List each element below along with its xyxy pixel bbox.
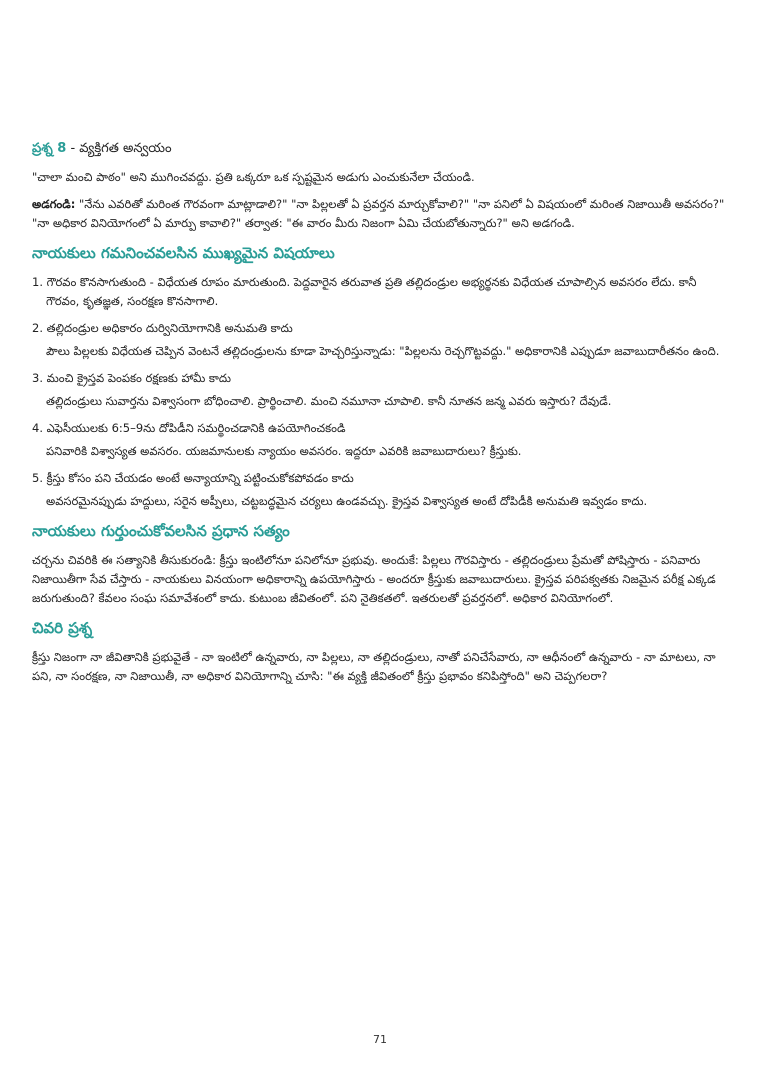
note-point-5-body: అవసరమైనప్పుడు హద్దులు, సరైన అప్పీలు, చట్టబద్ధమైన చర్యలు ఉండవచ్చు. క్రైస్తవ విశ్వాస్యత అంటే దోపిడీకి అనుమతి ఇవ్వడం కాదు.	[46, 494, 648, 508]
final-question-heading: చివరి ప్రశ్న	[32, 619, 93, 637]
ask-text: "నేను ఎవరితో మరింత గౌరవంగా మాట్లాడాలి?" "నా పిల్లలతో ఏ ప్రవర్తన మార్చుకోవాలి?" "నా పనిలో ఏ విషయంలో మరింత నిజాయితీ అవసరం?" "నా అధికార వినియోగంలో ఏ మార్పు కావాలి?" తర్వాత: "ఈ వారం మీరు నిజంగా ఏమి చేయబోతున్నారు?" అని అడగండి.	[32, 197, 725, 230]
instruction-text: "చాలా మంచి పాఠం" అని ముగించవద్దు. ప్రతి ఒక్కరూ ఒక స్పష్టమైన అడుగు ఎంచుకునేలా చేయండి.	[32, 170, 475, 184]
ask-paragraph	[32, 195, 727, 233]
ask-label: అడగండి:	[32, 197, 76, 211]
final-question-text: క్రీస్తు నిజంగా నా జీవితానికి ప్రభువైతే - నా ఇంటిలో ఉన్నవారు, నా పిల్లలు, నా తల్లిదండ్రులు, నాతో పనిచేసేవారు, నా ఆధీనంలో ఉన్నవారు - నా మాటలు, నా పని, నా సంరక్షణ, నా నిజాయితీ, నా అధికార వినియోగాన్ని చూసి: "ఈ వ్యక్తి జీవితంలో క్రీస్తు ప్రభావం కనిపిస్తోంది" అని చెప్పగలరా?	[32, 650, 716, 683]
question-title	[32, 140, 727, 158]
note-point-3-body: తల్లిదండ్రులు సువార్తను విశ్వాసంగా బోధించాలి. ప్రార్థించాలి. మంచి నమూనా చూపాలి. కానీ నూతన జన్మ ఎవరు ఇస్తారు? దేవుడే.	[46, 394, 612, 408]
page-number: 71	[373, 1033, 387, 1046]
note-point-4-title: 4. ఎఫెసీయులకు 6:5–9ను దోపిడీని సమర్థించడానికి ఉపయోగించకండి	[32, 421, 346, 435]
question-label: ప్రశ్న 8	[32, 141, 67, 156]
note-point-2-body: పౌలు పిల్లలకు విధేయత చెప్పిన వెంటనే తల్లిదండ్రులను కూడా హెచ్చరిస్తున్నాడు: "పిల్లలను రెచ్చగొట్టవద్దు." అధికారానికి ఎప్పుడూ జవాబుదారీతనం ఉంది.	[46, 344, 720, 358]
leaders-notes-heading: నాయకులు గమనించవలసిన ముఖ్యమైన విషయాలు	[32, 244, 335, 262]
note-point-1: 1. గౌరవం కొనసాగుతుంది - విధేయత రూపం మారుతుంది. పెద్దవారైన తరువాత ప్రతి తల్లిదండ్రుల అభ్యర్థనకు విధేయత చూపాల్సిన అవసరం లేదు. కానీ గౌరవం, కృతజ్ఞత, సంరక్షణ కొనసాగాలి.	[32, 275, 697, 308]
question-subtitle: - వ్యక్తిగత అన్వయం	[66, 141, 172, 156]
note-point-5-title: 5. క్రీస్తు కోసం పని చేయడం అంటే అన్యాయాన్ని పట్టించుకోకపోవడం కాదు	[32, 471, 354, 485]
main-truth-heading: నాయకులు గుర్తుంచుకోవలసిన ప్రధాన సత్యం	[32, 522, 290, 540]
leaders-notes-list	[32, 273, 727, 511]
note-point-2-title: 2. తల్లిదండ్రుల అధికారం దుర్వినియోగానికి అనుమతి కాదు	[32, 321, 293, 335]
note-point-4-body: పనివారికి విశ్వాస్యత అవసరం. యజమానులకు న్యాయం అవసరం. ఇద్దరూ ఎవరికి జవాబుదారులు? క్రీస్తుకు.	[46, 444, 522, 458]
page-content	[32, 140, 727, 694]
main-truth-text: చర్చను చివరికి ఈ సత్యానికి తీసుకురండి: క్రీస్తు ఇంటిలోనూ పనిలోనూ ప్రభువు. అందుకే: పిల్లలు గౌరవిస్తారు - తల్లిదండ్రులు ప్రేమతో పోషిస్తారు - పనివారు నిజాయితీగా సేవ చేస్తారు - నాయకులు వినయంగా అధికారాన్ని ఉపయోగిస్తారు - అందరూ క్రీస్తుకు జవాబుదారులు. క్రైస్తవ పరిపక్వతకు నిజమైన పరీక్ష ఎక్కడ జరుగుతుంది? కేవలం సంఘ సమావేశంలో కాదు. కుటుంబ జీవితంలో. పని నైతికతలో. ఇతరులతో ప్రవర్తనలో. అధికార వినియోగంలో.	[32, 553, 716, 605]
note-point-3-title: 3. మంచి క్రైస్తవ పెంపకం రక్షణకు హామీ కాదు	[32, 371, 231, 385]
